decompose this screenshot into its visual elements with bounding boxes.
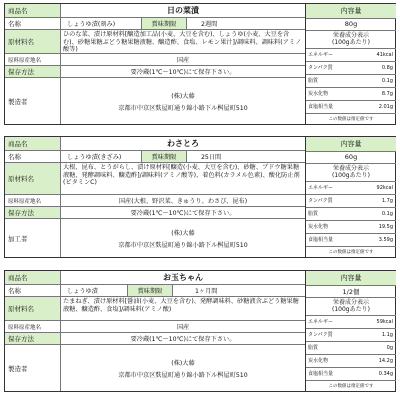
protein-value: 0.8g	[381, 64, 393, 71]
origin-value: 国産(大根、野沢菜、きゅうり、わさび、昆布)	[118, 198, 248, 205]
product-title: わさとろ	[167, 139, 199, 148]
product-panel-1	[4, 3, 396, 125]
expiry-label: 賞味期限	[141, 151, 187, 162]
name-label: 名称	[5, 151, 61, 162]
protein-label: タンパク質	[308, 198, 333, 204]
name-label: 名称	[5, 285, 61, 296]
fat-row	[306, 341, 396, 355]
storage-label: 保存方法	[5, 66, 61, 77]
origin-label: 原料原産地名	[5, 321, 61, 332]
nutrition-header	[306, 297, 396, 316]
expiry-label: 賞味期限	[127, 285, 173, 296]
fat-label: 脂質	[308, 345, 319, 351]
content-amount: 1/2個	[306, 285, 396, 298]
energy-row	[306, 48, 396, 62]
carbs-value: 8.7g	[381, 90, 393, 97]
fat-label: 脂質	[308, 211, 319, 217]
energy-value: 92kcal	[376, 184, 393, 191]
nutrition-title: 栄養成分表示	[332, 299, 369, 306]
carbs-label: 炭水化物	[308, 358, 329, 364]
ingredients-value: 大根、昆布、とうがらし、漬け原材料[醸造(小麦、大豆を含む)、砂糖、ブドウ糖果糖液糖、発酵調味料、醸造酢]/調味料(アミノ酸等)、着色料(カラメル色素)、酸化防止剤(ビタミンC)	[63, 164, 300, 186]
energy-row	[306, 315, 396, 329]
protein-row	[306, 328, 396, 342]
origin-label: 原料原産地名	[5, 195, 61, 206]
maker-address: 京都市中京区麩屋町通り錦小路下ル桝屋町510	[118, 241, 248, 249]
storage-label: 保存方法	[5, 207, 61, 218]
ingredients-value: ひのな菜、漬け原材料[醸造加工品(小麦、大豆を含む)、しょうゆ(小麦、大豆を含む)、砂糖果糖ぶどう糖果糖液糖、醸造酢、食塩、レモン果汁]/調味料、調味料(アミノ酸等)	[63, 31, 302, 53]
fat-label: 脂質	[308, 78, 319, 84]
salt-value: 3.59g	[378, 236, 393, 243]
product-name-label: 商品名	[5, 271, 61, 284]
origin-value: 国産	[176, 57, 190, 64]
fat-value: 0.1g	[381, 210, 393, 217]
salt-label: 食塩相当量	[308, 237, 334, 243]
maker-label: 製造者	[5, 345, 61, 391]
fat-value: 0g	[386, 344, 393, 351]
maker-name: (株)大藤	[171, 92, 195, 100]
carbs-row	[306, 87, 396, 101]
carbs-row	[306, 354, 396, 368]
maker-info	[63, 78, 303, 124]
nutrition-sub: (100gあたり)	[332, 306, 370, 313]
ingredients-label: 原材料名	[5, 163, 61, 194]
expiry-value: 25日間	[201, 154, 222, 161]
expiry-value: 2週間	[201, 21, 218, 28]
maker-label: 製造者	[5, 78, 61, 124]
content-amount: 80g	[306, 18, 396, 31]
carbs-label: 炭水化物	[308, 224, 329, 230]
salt-value: 0.34g	[378, 370, 393, 377]
maker-info	[63, 219, 303, 257]
expiry-value: 1ヶ月間	[195, 288, 218, 295]
ingredients-value: たまねぎ、漬け原材料[醤油(小麦、大豆を含む)、発酵調味料、砂糖液含ぶどう糖果糖液糖、醸造酢、食塩]/調味料(アミノ酸)	[63, 298, 299, 313]
product-panel-3	[4, 270, 396, 392]
protein-row	[306, 194, 396, 208]
carbs-value: 19.5g	[378, 223, 393, 230]
protein-label: タンパク質	[308, 332, 333, 338]
estimate-note: この数値は推定値です	[328, 117, 374, 122]
product-panel-2	[4, 136, 396, 258]
salt-label: 食塩相当量	[308, 104, 334, 110]
ingredients-label: 原材料名	[5, 297, 61, 320]
storage-value: 要冷蔵(1℃〜10℃)にて保存下さい。	[130, 336, 236, 343]
salt-value: 2.01g	[378, 103, 393, 110]
salt-row	[306, 233, 396, 247]
nutrition-title: 栄養成分表示	[332, 165, 369, 172]
protein-label: タンパク質	[308, 65, 333, 71]
origin-value: 国産	[176, 324, 190, 331]
carbs-row	[306, 220, 396, 234]
energy-label: エネルギー	[308, 52, 334, 58]
estimate-note: この数値は推定値です	[328, 250, 374, 255]
maker-name: (株)大藤	[171, 359, 195, 367]
storage-value: 要冷蔵(1℃〜10℃)にて保存下さい。	[130, 210, 236, 217]
energy-label: エネルギー	[308, 185, 334, 191]
protein-value: 1.1g	[381, 331, 393, 338]
estimate-note: この数値は推定値です	[328, 384, 374, 389]
salt-row	[306, 367, 396, 381]
content-label: 内容量	[306, 137, 396, 152]
name-label: 名称	[5, 18, 61, 29]
fat-row	[306, 207, 396, 221]
product-name-label: 商品名	[5, 137, 61, 150]
content-label: 内容量	[306, 271, 396, 286]
storage-value: 要冷蔵(1℃〜10℃)にて保存下さい。	[130, 69, 236, 76]
maker-address: 京都市中京区麩屋町通り錦小路下ル桝屋町510	[118, 371, 248, 379]
name-value: しょうゆ漬(きざみ)	[67, 154, 122, 161]
content-amount: 60g	[306, 151, 396, 164]
energy-value: 41kcal	[376, 51, 393, 58]
carbs-value: 14.2g	[378, 357, 393, 364]
fat-value: 0.1g	[381, 77, 393, 84]
ingredients-label: 原材料名	[5, 30, 61, 53]
maker-address: 京都市中京区麩屋町通り錦小路下ル桝屋町510	[118, 104, 248, 112]
content-label: 内容量	[306, 4, 396, 19]
name-value: しょうゆ漬(刻み)	[67, 21, 116, 28]
maker-info	[63, 345, 303, 391]
product-title: お玉ちゃん	[163, 273, 203, 282]
storage-label: 保存方法	[5, 333, 61, 344]
salt-row	[306, 100, 396, 114]
nutrition-header	[306, 163, 396, 182]
protein-row	[306, 61, 396, 75]
product-title: 日の菜漬	[167, 6, 199, 15]
nutrition-sub: (100gあたり)	[332, 172, 370, 179]
origin-label: 原料原産地名	[5, 54, 61, 65]
maker-name: (株)大藤	[171, 229, 195, 237]
carbs-label: 炭水化物	[308, 91, 329, 97]
nutrition-title: 栄養成分表示	[332, 32, 369, 39]
name-value: しょうゆ漬	[67, 288, 98, 295]
nutrition-sub: (100gあたり)	[332, 39, 370, 46]
expiry-label: 賞味期限	[141, 18, 187, 29]
protein-value: 1.7g	[381, 197, 393, 204]
energy-label: エネルギー	[308, 319, 334, 325]
fat-row	[306, 74, 396, 88]
nutrition-header	[306, 30, 396, 49]
energy-value: 59kcal	[376, 318, 393, 325]
energy-row	[306, 181, 396, 195]
product-name-label: 商品名	[5, 4, 61, 17]
salt-label: 食塩相当量	[308, 371, 334, 377]
maker-label: 加工者	[5, 219, 61, 257]
